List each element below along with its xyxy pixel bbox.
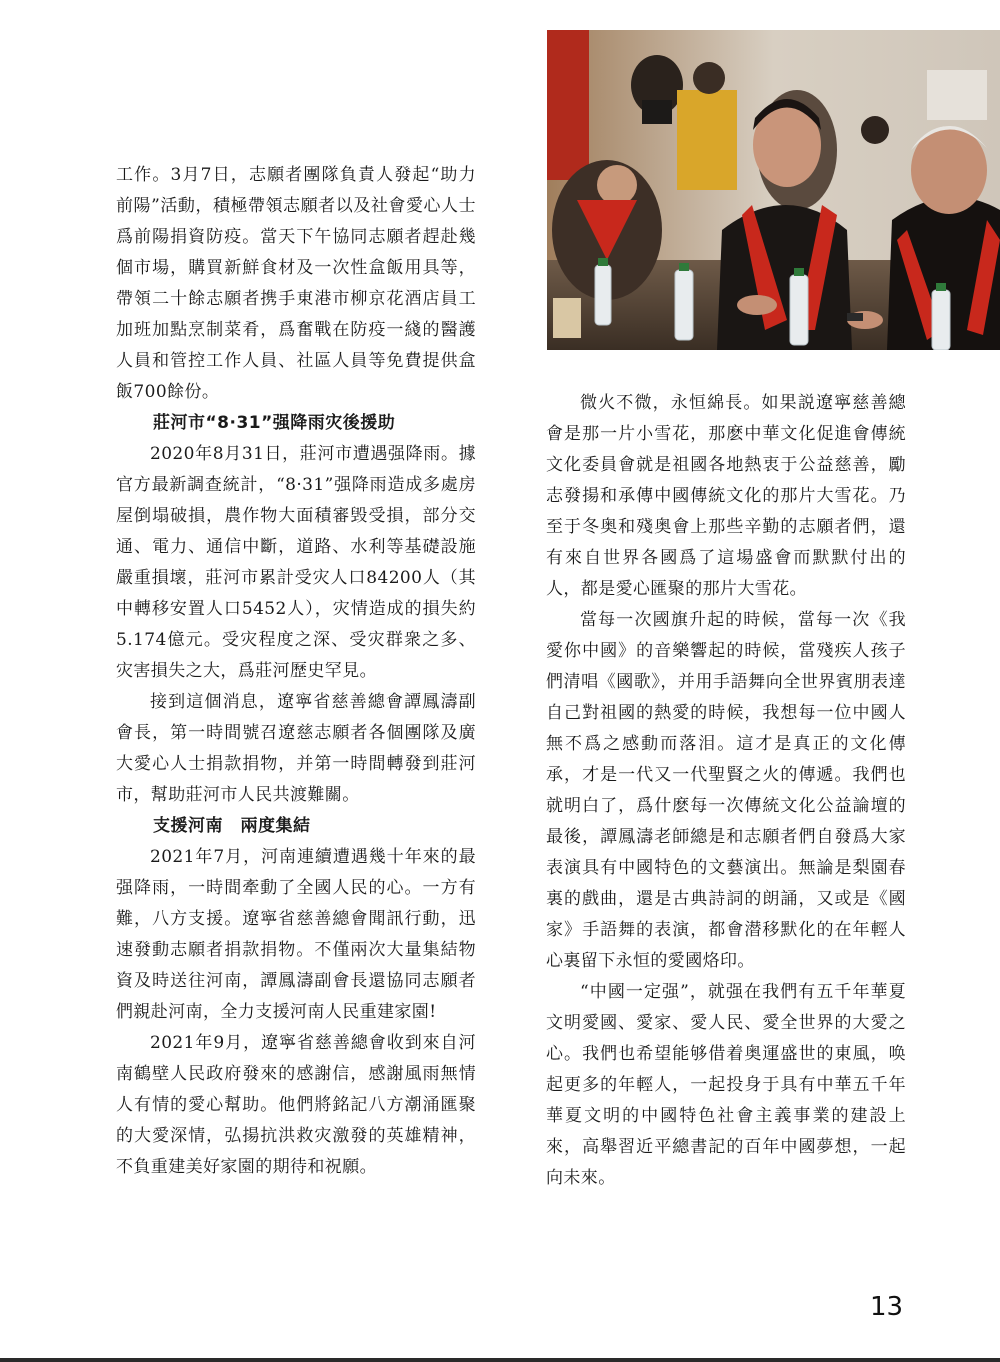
paragraph: 工作。3月7日，志願者團隊負責人發起“助力前陽”活動，積極帶領志願者以及社會愛心人士爲前陽捐資防疫。當天下午協同志願者趕赴幾個市場，購買新鮮食材及一次性盒飯用具等，帶領二十餘志願者携手東港市柳京花酒店員工加班加點烹制菜肴，爲奮戰在防疫一綫的醫護人員和管控工作人員、社區人員等免費提供盒飯700餘份。: [116, 165, 476, 402]
paragraph: 微火不微，永恒綿長。如果説遼寧慈善總會是那一片小雪花，那麽中華文化促進會傳統文化委員會就是祖國各地熱衷于公益慈善，勵志發揚和承傳中國傳統文化的那片大雪花。乃至于冬奥和殘奥會上那些辛勤的志願者們，還有來自世界各國爲了這場盛會而默默付出的人，都是愛心匯聚的那片大雪花。: [546, 393, 906, 599]
paragraph: 2020年8月31日，莊河市遭遇强降雨。據官方最新調查統計，“8·31”强降雨造成多處房屋倒塌破損，農作物大面積審毁受損，部分交通、電力、通信中斷，道路、水利等基礎設施嚴重損壞，莊河市累計受灾人口84200人（其中轉移安置人口5452人），灾情造成的損失約5.174億元。受灾程度之深、受灾群衆之多、灾害損失之大，爲莊河歷史罕見。: [116, 444, 476, 681]
section-heading-zhuanghe: 莊河市“8·31”强降雨灾後援助: [153, 413, 396, 433]
paragraph: 2021年9月，遼寧省慈善總會收到來自河南鶴壁人民政府發來的感謝信，感謝風雨無情人有情的愛心幫助。他們將銘記八方潮涌匯聚的大愛深情，弘揚抗洪救灾激發的英雄精神，不負重建美好家園的期待和祝願。: [116, 1033, 476, 1177]
photo-illustration: [547, 30, 1000, 350]
section-heading-henan: 支援河南 兩度集結: [153, 816, 311, 836]
paragraph: “中國一定强”，就强在我們有五千年華夏文明愛國、愛家、愛人民、愛全世界的大愛之心。我們也希望能够借着奥運盛世的東風，唤起更多的年輕人，一起投身于具有中華五千年華夏文明的中國特色社會主義事業的建設上來，高舉習近平總書記的百年中國夢想，一起向未來。: [546, 982, 906, 1188]
paragraph: 當每一次國旗升起的時候，當每一次《我愛你中國》的音樂響起的時候，當殘疾人孩子們清唱《國歌》，并用手語舞向全世界賓朋表達自己對祖國的熱愛的時候，我想每一位中國人無不爲之感動而落泪。這才是真正的文化傳承，才是一代又一代聖賢之火的傳遞。我們也就明白了，爲什麽每一次傳統文化公益論壇的最後，譚鳳濤老師總是和志願者們自發爲大家表演具有中國特色的文藝演出。無論是梨園春裏的戲曲，還是古典詩詞的朗誦，又或是《國家》手語舞的表演，都會潜移默化的在年輕人心裏留下永恒的愛國烙印。: [546, 610, 906, 971]
right-column: [546, 388, 906, 1194]
paragraph: 接到這個消息，遼寧省慈善總會譚鳳濤副會長，第一時間號召遼慈志願者各個團隊及廣大愛心人士捐款捐物，并第一時間轉發到莊河市，幫助莊河市人民共渡難關。: [116, 692, 476, 805]
event-photo: [547, 30, 1000, 350]
page-number: 13: [870, 1292, 904, 1322]
paragraph: 2021年7月，河南連續遭遇幾十年來的最强降雨，一時間牽動了全國人民的心。一方有難，八方支援。遼寧省慈善總會聞訊行動，迅速發動志願者捐款捐物。不僅兩次大量集結物資及時送往河南，譚鳳濤副會長還協同志願者們親赴河南，全力支援河南人民重建家園!: [116, 847, 476, 1022]
bottom-rule: [0, 1358, 1000, 1362]
left-column: [116, 160, 476, 1183]
